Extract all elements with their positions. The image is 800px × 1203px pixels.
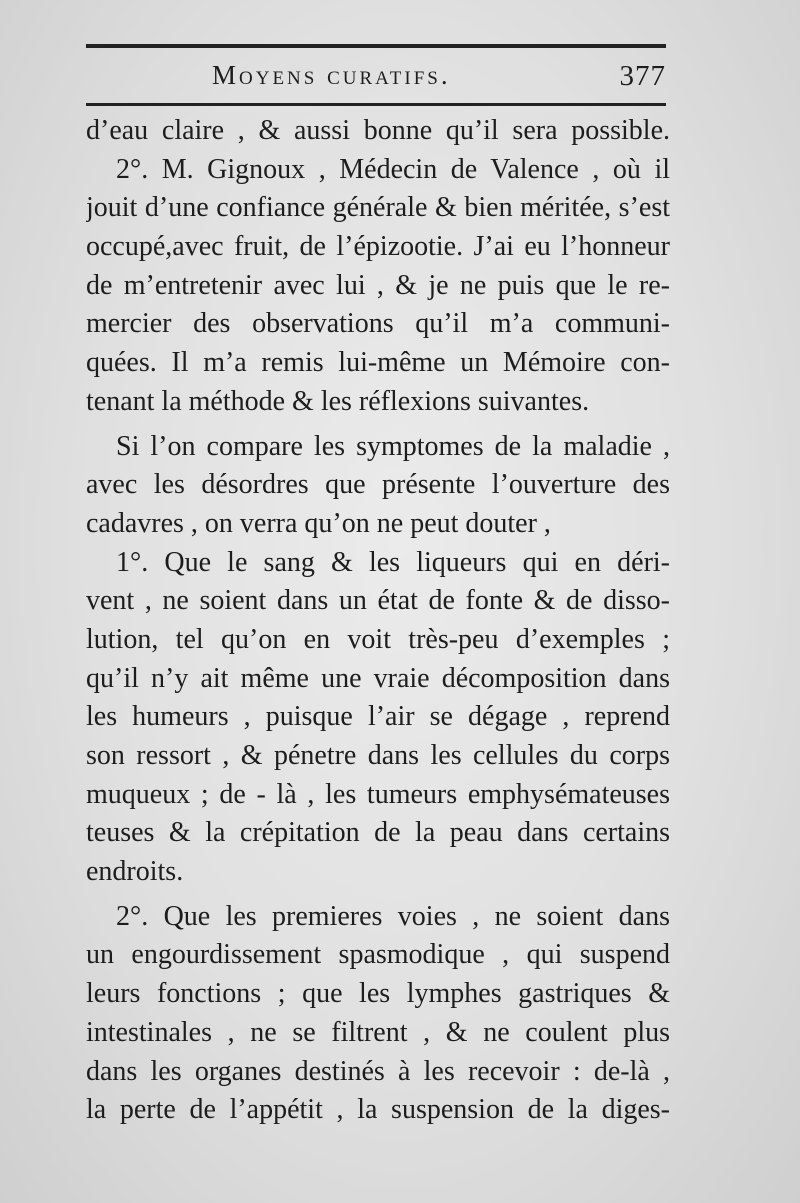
text-line: un engourdissement spasmodique , qui suspend <box>86 939 670 971</box>
text-line: d’eau claire , & aussi bonne qu’il sera possible. <box>86 115 670 146</box>
text-line: quées. Il m’a remis lui-même un Mémoire con- <box>86 347 670 379</box>
text-line: intestinales , ne se filtrent , & ne coulent plus <box>86 1016 670 1048</box>
text-line: 1°. Que le sang & les liqueurs qui en déri- <box>116 546 670 578</box>
text-line: teuses & la crépitation de la peau dans certains <box>86 817 670 849</box>
running-title: Moyens curatifs. <box>212 60 451 90</box>
text-line: occupé,avec fruit, de l’épizootie. J’ai eu l’honneur <box>86 231 670 263</box>
text-line: qu’il n’y ait même une vraie décomposition dans <box>86 662 670 694</box>
text-line: muqueux ; de - là , les tumeurs emphysémateuses <box>86 778 670 810</box>
text-line: mercier des observations qu’il m’a communi- <box>86 308 670 340</box>
text-line: tenant la méthode & les réflexions suivantes. <box>86 385 590 417</box>
text-line: lution, tel qu’on en voit très-peu d’exemples ; <box>86 623 670 655</box>
text-line: endroits. <box>86 856 184 888</box>
text-line: 2°. M. Gignoux , Médecin de Valence , où il <box>116 153 670 185</box>
text-line: leurs fonctions ; que les lymphes gastriques & <box>86 978 670 1010</box>
text-line: son ressort , & pénetre dans les cellules du corps <box>86 740 670 771</box>
text-line: dans les organes destinés à les recevoir : de-là , <box>86 1055 670 1087</box>
text-line: les humeurs , puisque l’air se dégage , reprend <box>86 701 670 733</box>
text-line: avec les désordres que présente l’ouverture des <box>86 469 670 501</box>
running-head <box>86 52 666 102</box>
page-number: 377 <box>619 60 666 92</box>
text-line: Si l’on compare les symptomes de la maladie , <box>116 430 670 462</box>
body-text <box>86 112 670 1130</box>
text-line: de m’entretenir avec lui , & je ne puis que le re- <box>86 269 670 301</box>
header-rule-bottom <box>86 103 666 106</box>
text-line: la perte de l’appétit , la suspension de la diges- <box>86 1094 670 1126</box>
header-rule-top <box>86 44 666 48</box>
text-line: 2°. Que les premieres voies , ne soient dans <box>116 900 670 932</box>
text-line: vent , ne soient dans un état de fonte & de disso- <box>86 585 670 617</box>
text-line: cadavres , on verra qu’on ne peut douter , <box>86 507 551 539</box>
text-line: jouit d’une confiance générale & bien méritée, s’est <box>86 192 670 224</box>
